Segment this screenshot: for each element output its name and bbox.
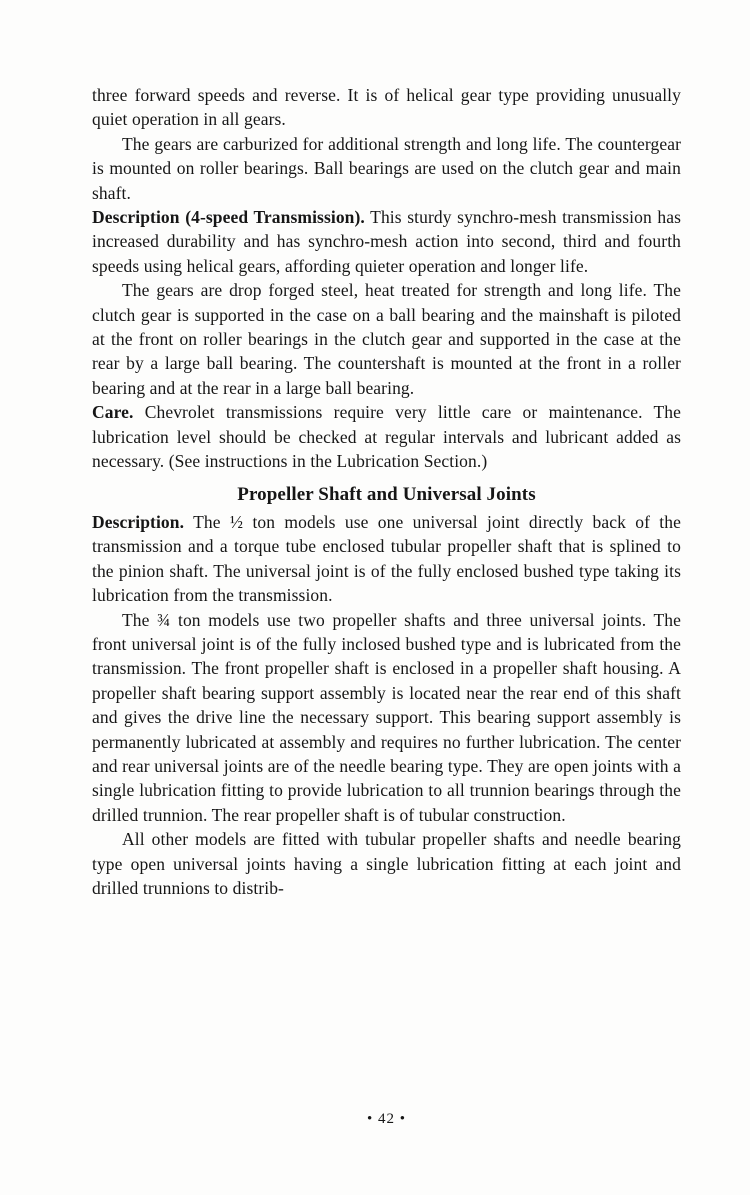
paragraph-text: Chevrolet transmissions require very little care or maintenance. The lubrication level should be checked at regular intervals and lubricant added as necessary. (See instructions in the Lubrication Section.): [92, 402, 681, 472]
paragraph: [92, 132, 681, 205]
paragraph-text: All other models are fitted with tubular propeller shafts and needle bearing type open universal joints having a single lubrication fitting at each joint and drilled trunnions to distrib-: [92, 829, 681, 898]
paragraph: [92, 278, 681, 400]
paragraph: [92, 83, 681, 132]
paragraph-text: The gears are carburized for additional strength and long life. The countergear is mounted on roller bearings. Ball bearings are used on the clutch gear and main shaft.: [92, 133, 681, 203]
paragraph-lead: Description.: [92, 511, 185, 532]
paragraph: [92, 400, 681, 473]
paragraph-text: three forward speeds and reverse. It is of helical gear type providing unusually quiet operation in all gears.: [92, 85, 681, 130]
page-number: • 42 •: [366, 1111, 406, 1127]
paragraph: [92, 205, 681, 278]
paragraph-text: The ½ ton models use one universal joint directly back of the transmission and a torque tube enclosed tubular propeller shaft that is splined to the pinion shaft. The universal joint is of the fully enclosed bushed type taking its lubrication from the transmission.: [92, 511, 681, 606]
paragraph-text: The gears are drop forged steel, heat treated for strength and long life. The clutch gear is supported in the case on a ball bearing and the mainshaft is piloted at the front on roller bearings in the clutch gear and supported in the case at the rear by a large ball bearing. The countershaft is mounted at the front in a roller bearing and at the rear in a large ball bearing.: [92, 280, 681, 398]
section-heading: Propeller Shaft and Universal Joints: [237, 483, 536, 505]
paragraph-text: This sturdy synchro-mesh transmission has increased durability and has synchro-mesh action into second, third and fourth speeds using helical gears, affording quieter operation and longer life.: [92, 207, 681, 276]
paragraph: [92, 510, 681, 608]
text-column: [92, 83, 681, 900]
paragraph-lead: Description (4-speed Transmission).: [92, 207, 365, 228]
paragraph-lead: Care.: [92, 402, 134, 423]
paragraph: [92, 608, 681, 828]
paragraph-text: The ¾ ton models use two propeller shafts and three universal joints. The front universal joint is of the fully inclosed bushed type and is lubricated from the transmission. The front propeller shaft is enclosed in a propeller shaft housing. A propeller shaft bearing support assembly is located near the rear end of this shaft and gives the drive line the necessary support. This bearing support assembly is permanently lubricated at assembly and requires no further lubrication. The center and rear universal joints are of the needle bearing type. They are open joints with a single lubrication fitting to provide lubrication to all trunnion bearings through the drilled trunnion. The rear propeller shaft is of tubular construction.: [92, 609, 681, 825]
paragraph: [92, 827, 681, 900]
